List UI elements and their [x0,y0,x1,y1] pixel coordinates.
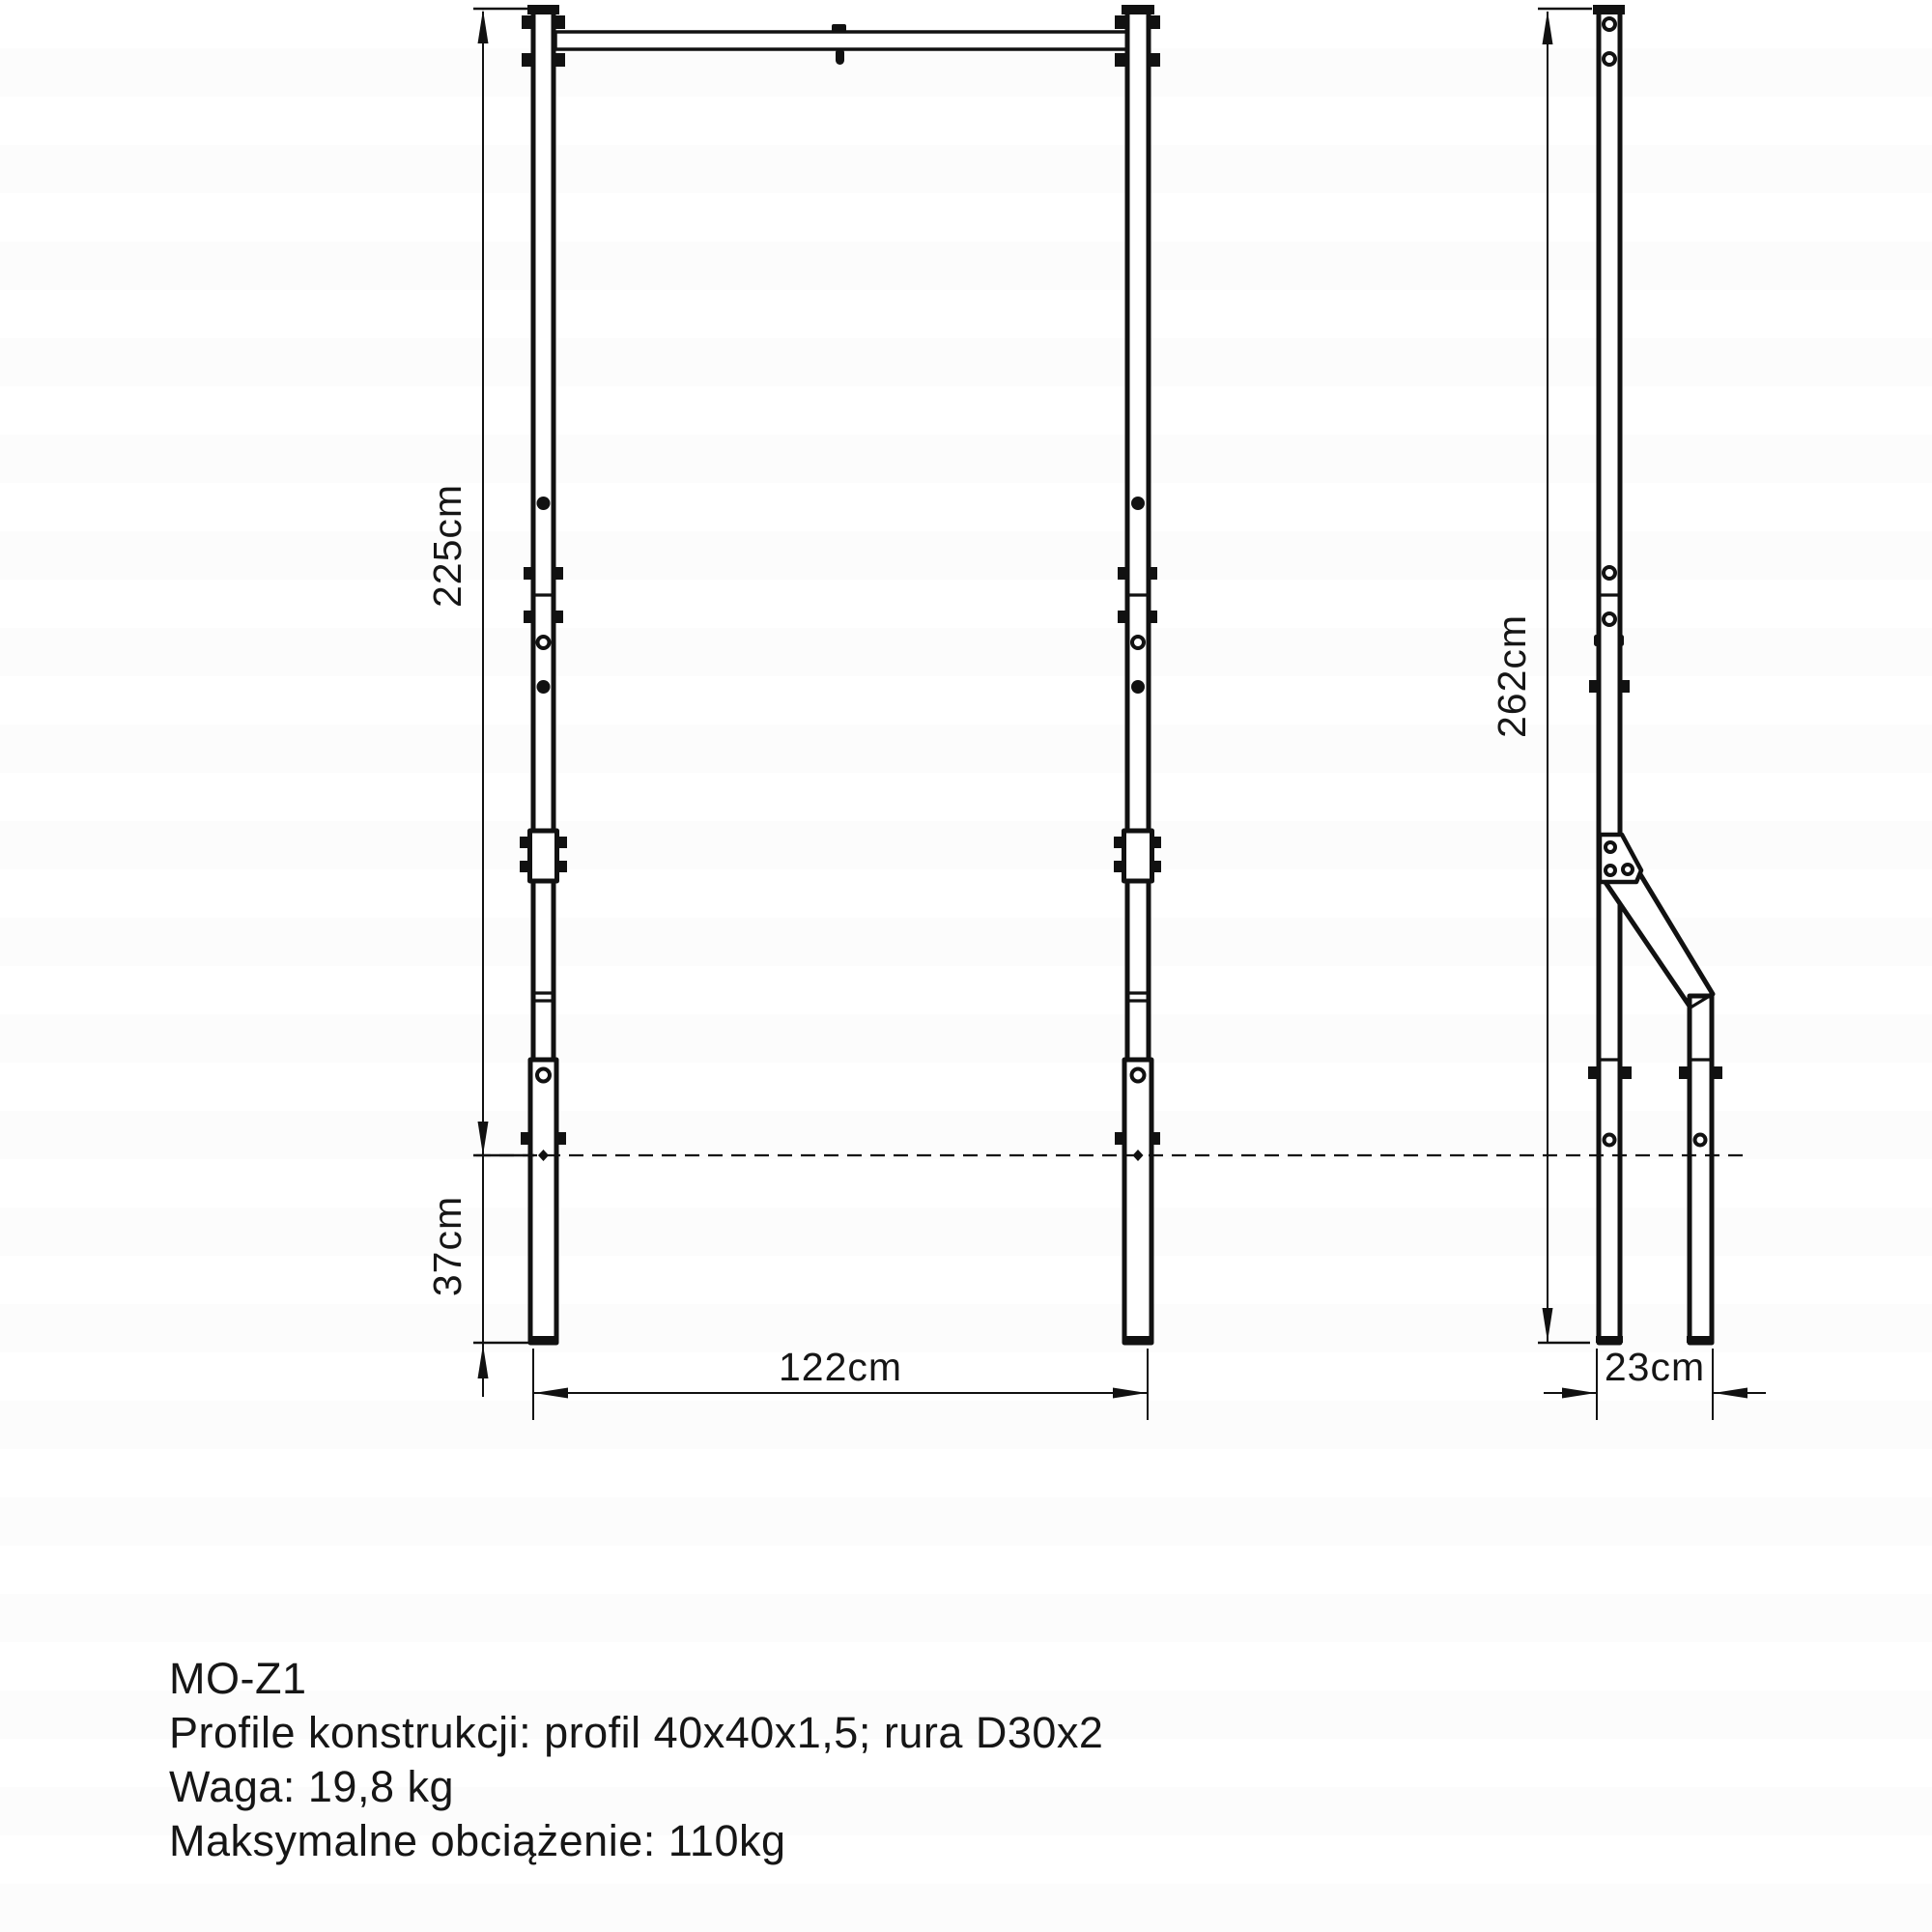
post-top-cap [1122,5,1154,14]
post-ground-stake [530,1060,556,1343]
dimension-front-width [533,1345,1148,1420]
post-top-cap [527,5,559,14]
post-bottom-cap [1687,1336,1714,1343]
bar-center-tab [832,24,846,33]
dimension-label-base-depth: 23cm [1604,1345,1706,1389]
bar-center-pin [836,48,844,65]
dimensions [425,9,1766,1420]
spec-weight: Waga: 19,8 kg [169,1762,455,1811]
dimension-label-front-height: 225cm [425,483,469,609]
post-sleeve-joint [530,831,557,881]
spec-profiles: Profile konstrukcji: profil 40x40x1,5; rura D30x2 [169,1708,1104,1757]
model-code: MO-Z1 [169,1654,307,1703]
dimension-ground-depth [425,1155,533,1397]
dimension-label-side-height: 262cm [1490,613,1534,739]
front-right-post [1114,5,1161,1344]
post-top-cap [1593,5,1625,14]
dimension-label-ground-depth: 37cm [425,1195,469,1297]
front-view [520,5,1161,1344]
spec-max-load: Maksymalne obciążenie: 110kg [169,1816,786,1865]
side-brace-leg [1690,996,1712,1343]
post-ground-stake [1124,1060,1151,1343]
dimension-front-height [425,9,534,1155]
dimension-base-depth [1544,1345,1766,1420]
spec-text-block [169,1652,1103,1868]
front-left-post [520,5,567,1344]
post-bottom-cap [531,1336,555,1344]
pullup-bar-tube [555,32,1128,49]
side-view [1588,5,1722,1343]
dimension-label-front-width: 122cm [778,1345,903,1389]
post-bottom-cap [1596,1336,1623,1343]
dimension-side-height [1490,9,1592,1343]
post-sleeve-joint [1124,831,1152,881]
post-bottom-cap [1125,1336,1151,1344]
